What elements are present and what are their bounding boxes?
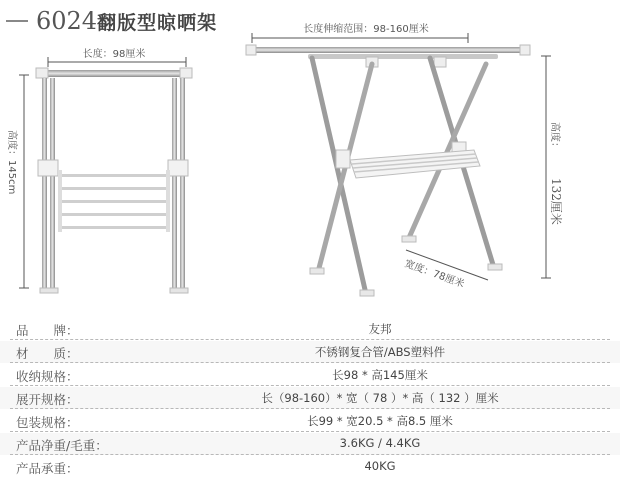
spec-value: 不锈钢复合管/ABS塑料件 bbox=[314, 345, 446, 359]
row-divider bbox=[10, 385, 610, 386]
spec-label: 产品承重： bbox=[16, 461, 79, 476]
joint-left bbox=[38, 160, 58, 176]
expanded-top-bar bbox=[252, 47, 526, 53]
leg-4 bbox=[180, 78, 185, 290]
joint-right bbox=[168, 160, 188, 176]
expanded-foot-4 bbox=[488, 264, 502, 270]
spec-label: 材 质： bbox=[16, 346, 79, 361]
expanded-rack bbox=[246, 20, 566, 296]
spec-value: 长99 * 宽20.5 * 高8.5 厘米 bbox=[307, 414, 453, 428]
spec-row-expanded-size bbox=[0, 387, 620, 409]
expanded-foot-3 bbox=[402, 236, 416, 242]
row-divider bbox=[10, 454, 610, 455]
shelf-side-left bbox=[58, 170, 62, 232]
top-clip-2 bbox=[434, 57, 446, 67]
right-width-label: 宽度：78厘米 bbox=[402, 258, 466, 291]
leg-2 bbox=[50, 78, 55, 290]
spec-row-brand bbox=[0, 318, 620, 340]
expanded-cap-right bbox=[520, 45, 530, 55]
foot-right bbox=[170, 288, 188, 293]
right-height-value: 132厘米 bbox=[549, 178, 563, 225]
shelf-bar-3 bbox=[60, 200, 168, 203]
spec-value: 长（98-160）* 宽（ 78 ）* 高（ 132 ）厘米 bbox=[261, 391, 499, 405]
spec-row-package-size bbox=[0, 410, 620, 432]
right-height-label: 高度： bbox=[549, 122, 560, 152]
shelf-bar-1 bbox=[60, 174, 168, 177]
row-divider bbox=[10, 408, 610, 409]
left-height-label: 高度：145cm bbox=[6, 130, 17, 195]
expanded-foot-1 bbox=[310, 268, 324, 274]
spec-label: 产品净重/毛重： bbox=[16, 438, 108, 453]
leg-1 bbox=[42, 78, 47, 290]
spec-row-folded-size bbox=[0, 364, 620, 386]
foot-left bbox=[40, 288, 58, 293]
spec-row-load bbox=[0, 456, 620, 478]
top-cap-left bbox=[36, 68, 48, 78]
left-length-label: 长度：98厘米 bbox=[82, 49, 146, 60]
folded-rack bbox=[6, 46, 192, 293]
spec-value: 长98 * 高145厘米 bbox=[332, 368, 428, 382]
top-bar bbox=[44, 70, 184, 77]
title-model: 6024 bbox=[36, 7, 98, 35]
shelf-side-right bbox=[166, 170, 170, 232]
spec-value: 40KG bbox=[364, 459, 396, 473]
spec-value: 友邦 bbox=[368, 322, 392, 336]
top-cap-right bbox=[180, 68, 192, 78]
expanded-inner-bar bbox=[308, 54, 498, 59]
row-divider bbox=[10, 431, 610, 432]
shelf-bar-4 bbox=[60, 213, 168, 216]
spec-label: 包装规格： bbox=[16, 415, 79, 430]
spec-row-weight bbox=[0, 433, 620, 455]
row-divider bbox=[10, 339, 610, 340]
expanded-foot-2 bbox=[360, 290, 374, 296]
spec-label: 品 牌： bbox=[16, 323, 79, 338]
title-name: 翻版型晾晒架 bbox=[97, 11, 218, 34]
spec-label: 收纳规格： bbox=[16, 369, 79, 384]
shelf-bar-2 bbox=[60, 187, 168, 190]
spec-value: 3.6KG / 4.4KG bbox=[339, 436, 421, 450]
expanded-cap-left bbox=[246, 45, 256, 55]
right-range-label: 长度伸缩范围：98-160厘米 bbox=[303, 24, 429, 35]
row-divider bbox=[10, 362, 610, 363]
spec-row-material bbox=[0, 341, 620, 363]
shelf-bar-5 bbox=[60, 226, 168, 229]
spec-label: 展开规格： bbox=[16, 392, 79, 407]
expanded-joint-left bbox=[336, 150, 350, 168]
leg-3 bbox=[172, 78, 177, 290]
